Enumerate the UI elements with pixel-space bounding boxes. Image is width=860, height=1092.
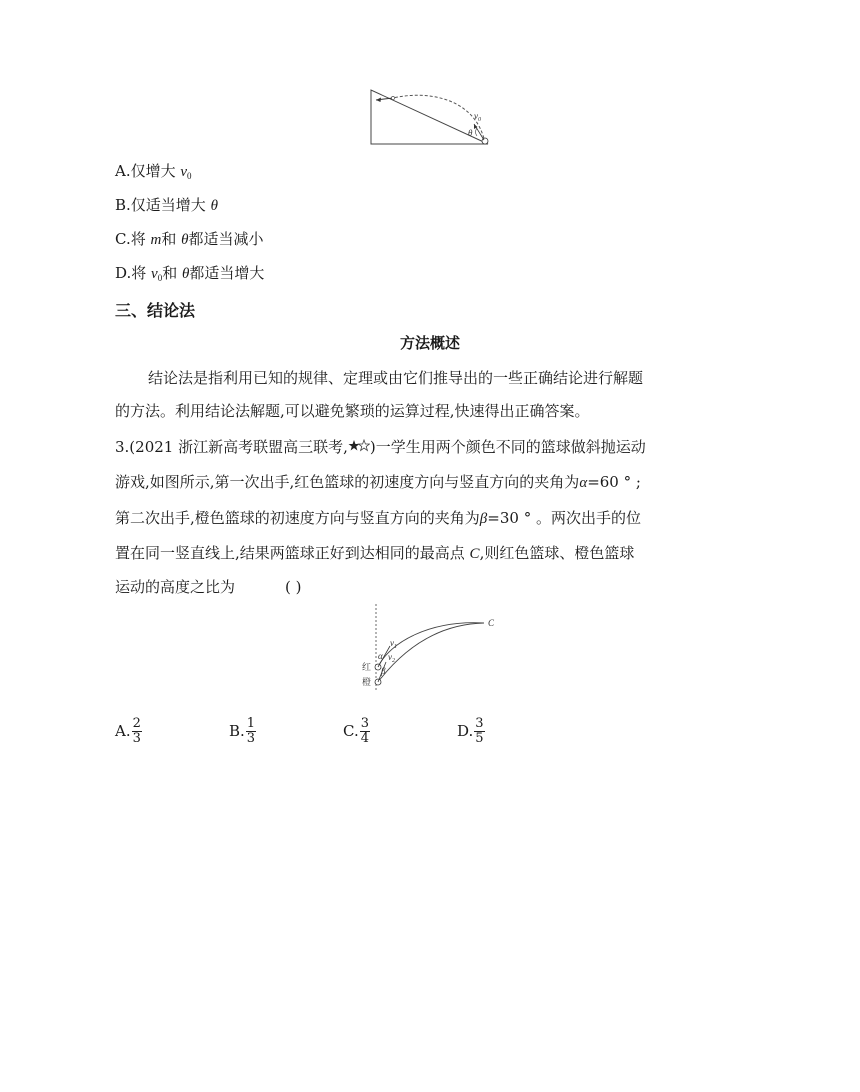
option-b: B.仅适当增大 θ [115, 196, 218, 214]
option-c: C.将 m和 θ都适当减小 [115, 230, 264, 248]
theta-label: θ [468, 128, 473, 138]
overview-line-2: 的方法。利用结论法解题,可以避免繁琐的运算过程,快速得出正确答案。 [115, 402, 590, 420]
section-title: 三、结论法 [115, 301, 196, 320]
answer-parentheses: ( ) [285, 578, 302, 596]
answer-a: A. $\frac{2}{3}$ [115, 716, 141, 746]
v2-label: $v_2$ [388, 652, 395, 664]
question-line-2: 游戏,如图所示,第一次出手,红色篮球的初速度方向与竖直方向的夹角为α=60 ° ; [115, 473, 641, 491]
answer-c: C. $\frac{3}{4}$ [343, 716, 369, 746]
v1-label: $v_1$ [390, 638, 397, 650]
projectile-figure [360, 602, 504, 694]
overview-title: 方法概述 [399, 334, 460, 352]
orange-trajectory [378, 623, 484, 682]
v0-label: $v_0$ [474, 111, 481, 123]
answer-b: B. $\frac{1}{3}$ [229, 716, 256, 746]
overview-line-1: 结论法是指利用已知的规律、定理或由它们推导出的一些正确结论进行解题 [148, 369, 644, 387]
question-line-3: 第二次出手,橙色篮球的初速度方向与竖直方向的夹角为β=30 ° 。两次出手的位 [115, 509, 641, 527]
red-label: 红 [362, 663, 372, 673]
difficulty-star-icon [348, 439, 370, 453]
question-line-5: 运动的高度之比为 ( ) [115, 578, 302, 596]
beta-label: β [381, 666, 386, 676]
option-d: D.将 $v_0$和 θ都适当增大 [115, 264, 265, 283]
question-line-1: 3.(2021 浙江新高考联盟高三联考, )一学生用两个颜色不同的篮球做斜抛运动 [115, 438, 646, 456]
question-line-4: 置在同一竖直线上,结果两篮球正好到达相同的最高点 C,则红色篮球、橙色篮球 [115, 544, 635, 562]
option-a: A.仅增大 $v_0$ [115, 162, 192, 181]
incline-figure [368, 88, 494, 148]
orange-label: 橙 [362, 678, 372, 688]
answer-d: D. $\frac{3}{5}$ [457, 716, 484, 746]
alpha-label: α [378, 651, 383, 661]
point-c-label: C [488, 618, 495, 628]
